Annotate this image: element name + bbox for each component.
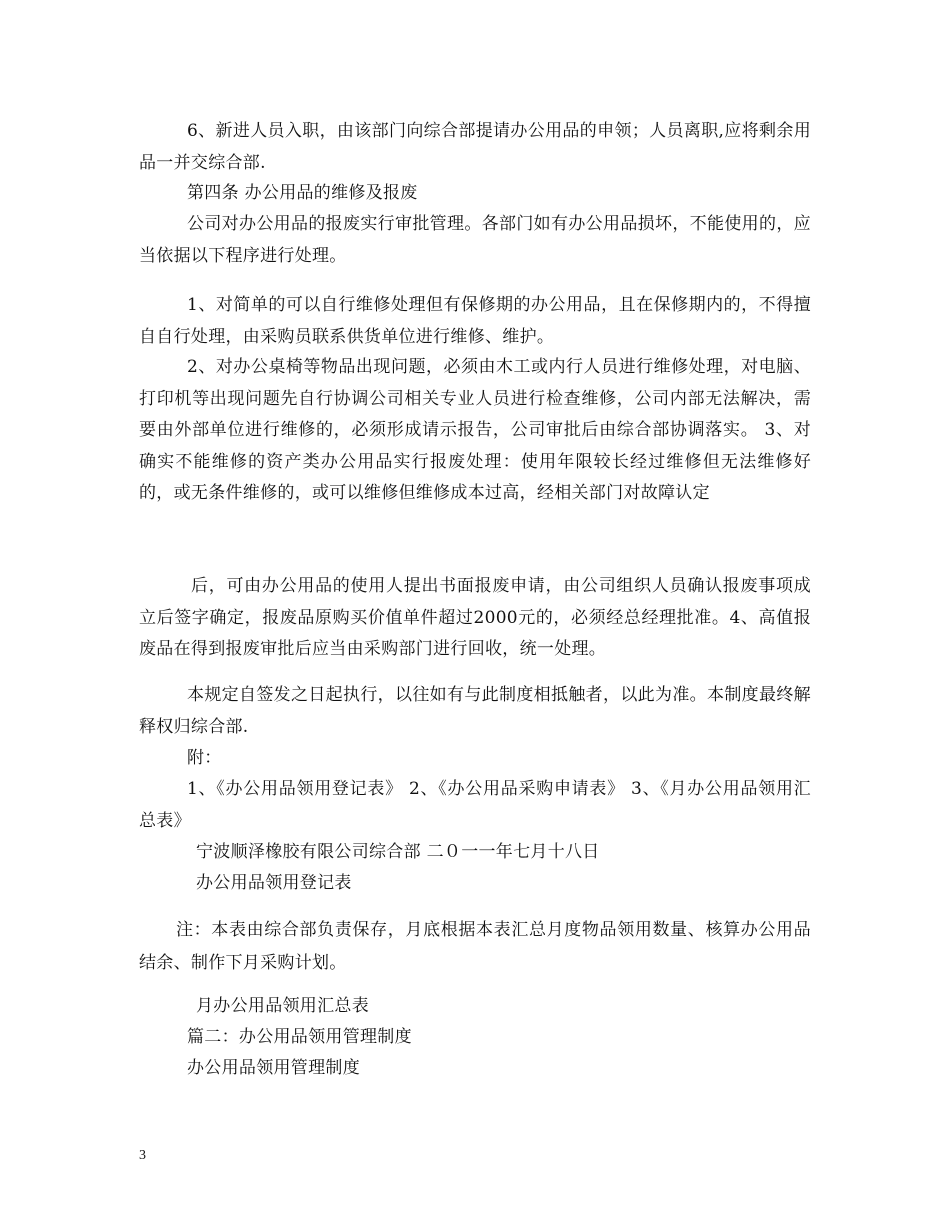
- paragraph-appendix-label: 附：: [187, 748, 222, 768]
- paragraph-scrap-approval: 公司对办公用品的报废实行审批管理。各部门如有办公用品损坏，不能使用的，应当依据以下程序进行处理。: [139, 214, 811, 266]
- page-number: 3: [139, 1148, 146, 1163]
- heading-article-2: 篇二：办公用品领用管理制度: [187, 1027, 412, 1047]
- table-title-requisition-register: 办公用品领用登记表: [196, 873, 352, 893]
- paragraph-appendix-list: 1、《办公用品领用登记表》 2、《办公用品采购申请表》 3、《月办公用品领用汇总表》: [139, 779, 811, 831]
- paragraph-item-1-repair: 1、对简单的可以自行维修处理但有保修期的办公用品，且在保修期内的，不得擅自自行处理，由采购员联系供货单位进行维修、维护。: [139, 295, 811, 347]
- paragraph-effective-date: 本规定自签发之日起执行，以往如有与此制度相抵触者，以此为准。本制度最终解释权归综合部.: [139, 685, 811, 737]
- section-heading-article-4: 第四条 办公用品的维修及报废: [187, 183, 418, 203]
- paragraph-item-2-3-repair-scrap: 2、对办公桌椅等物品出现问题，必须由木工或内行人员进行维修处理，对电脑、打印机等出现问题先自行协调公司相关专业人员进行检查维修，公司内部无法解决，需要由外部单位进行维修的，必须形成请示报告，公司审批后由综合部协调落实。 3、对确实不能维修的资产类办公用品实行报废处理：使用年限较长经过维修但无法维修好的，或无条件维修的，或可以维修但维修成本过高，经相关部门对故障认定: [139, 357, 811, 503]
- table-title-monthly-summary: 月办公用品领用汇总表: [196, 996, 369, 1016]
- paragraph-new-staff-supplies: 6、新进人员入职，由该部门向综合部提请办公用品的申领；人员离职,应将剩余用品一并交综合部.: [139, 121, 811, 173]
- paragraph-table-note: 注：本表由综合部负责保存，月底根据本表汇总月度物品领用数量、核算办公用品结余、制作下月采购计划。: [139, 920, 811, 973]
- signature-line: 宁波顺泽橡胶有限公司综合部 二０一一年七月十八日: [196, 842, 600, 862]
- heading-management-system: 办公用品领用管理制度: [187, 1058, 360, 1078]
- paragraph-scrap-application: 后，可由办公用品的使用人提出书面报废申请，由公司组织人员确认报废事项成立后签字确定，报废品原购买价值单件超过2000元的，必须经总经理批准。4、高值报废品在得到报废审批后应当由采购部门进行回收，统一处理。: [139, 576, 811, 659]
